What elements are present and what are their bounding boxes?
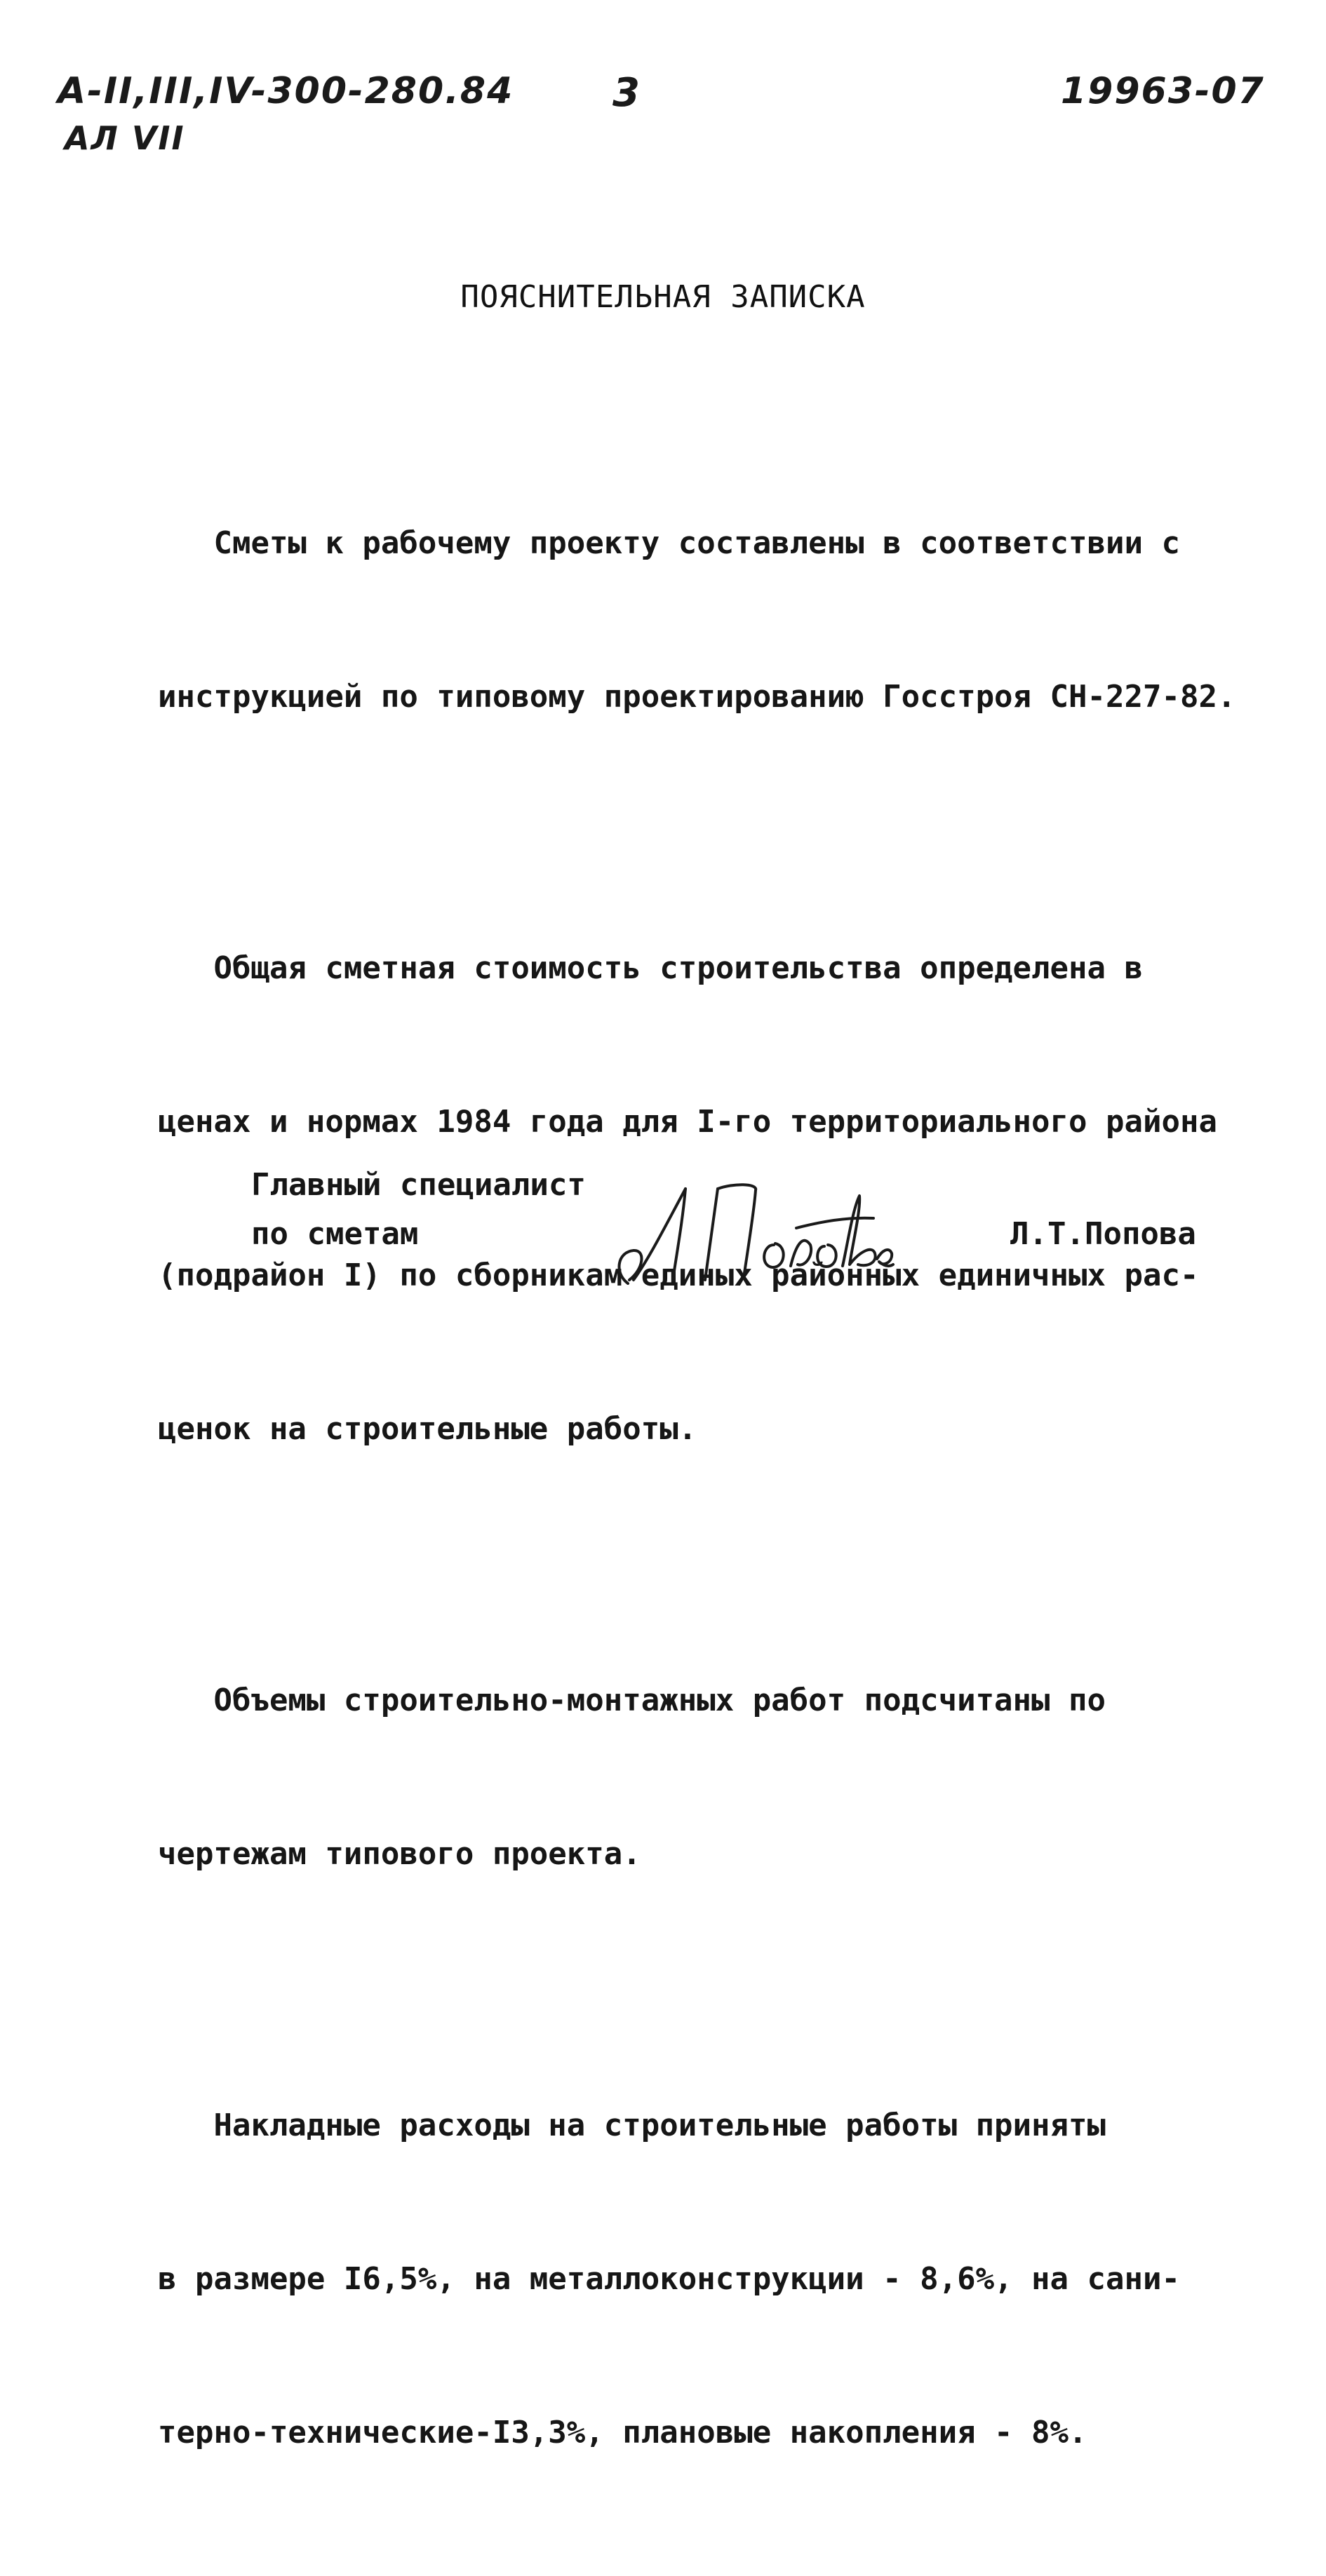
paragraph-4 [158,1997,1266,2561]
paragraph-line: Объемы строительно-монтажных работ подсчитаны по [158,1683,1106,1718]
paragraph-line: в размере I6,5%, на металлоконструкции - 8,6%, на сани- [158,2261,1180,2297]
signatory-position-line: Главный специалист [251,1167,586,1203]
paragraph-line: Общая сметная стоимость строительства определена в [158,950,1143,986]
note-body [158,415,1266,2576]
paragraph-line: инструкцией по типовому проектированию Госстроя СН-227-82. [158,679,1236,715]
page-title: ПОЯСНИТЕЛЬНАЯ ЗАПИСКА [460,279,866,315]
paragraph-1 [158,415,1266,825]
signatory-name: Л.Т.Попова [1010,1216,1196,1252]
document-code-right: 19963-07 [1061,70,1265,112]
paragraph-line: ценок на строительные работы. [158,1411,697,1447]
signatory-position [251,1161,586,1259]
handwritten-signature [600,1168,895,1301]
document-code-left: А-II,III,IV-300-280.84 [58,70,514,112]
paragraph-line: терно-технические-I3,3%, плановые накопления - 8%. [158,2415,1087,2450]
document-code-left-sub: АЛ VII [65,119,185,157]
paragraph-line: (подрайон I) по сборникам единых районных единичных рас- [158,1257,1199,1293]
paragraph-line: чертежам типового проекта. [158,1836,641,1872]
paragraph-3 [158,1572,1266,1982]
paragraph-line: Накладные расходы на строительные работы приняты [158,2108,1106,2143]
page-number: 3 [612,70,641,116]
signatory-position-line: по сметам [251,1216,419,1252]
paragraph-line: Сметы к рабочему проекту составлены в соответствии с [158,525,1180,561]
paragraph-line: ценах и нормах 1984 года для I-го территориального района [158,1104,1217,1140]
